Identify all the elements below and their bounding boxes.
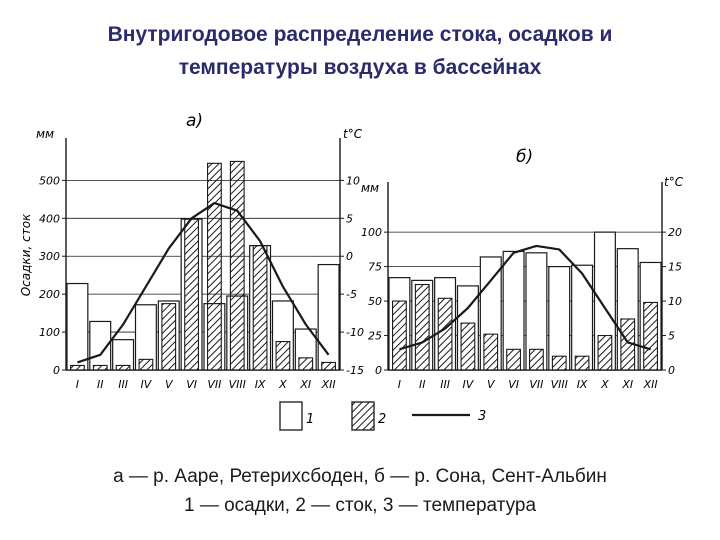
chart-panel-b bbox=[361, 147, 684, 391]
runoff-bar bbox=[322, 362, 336, 370]
right-tick-label: 10 bbox=[346, 174, 360, 188]
x-tick-label: VI bbox=[508, 378, 519, 391]
runoff-bar bbox=[162, 304, 176, 370]
panel-label: а) bbox=[186, 111, 204, 131]
runoff-bar bbox=[299, 358, 313, 370]
left-unit-label: мм bbox=[36, 127, 55, 141]
left-tick-label: 100 bbox=[39, 326, 60, 340]
runoff-bar bbox=[507, 349, 521, 370]
right-tick-label: 5 bbox=[346, 212, 353, 226]
chart-panel-a bbox=[19, 111, 364, 391]
left-tick-label: 200 bbox=[39, 288, 60, 302]
left-tick-label: 400 bbox=[39, 212, 60, 226]
right-tick-label: -15 bbox=[346, 364, 364, 377]
caption-line-2: 1 — осадки, 2 — сток, 3 — температура bbox=[183, 495, 537, 516]
chart-legend bbox=[280, 402, 486, 430]
right-tick-label: -10 bbox=[346, 326, 364, 340]
runoff-bar bbox=[139, 359, 153, 370]
right-tick-label: 20 bbox=[668, 226, 682, 240]
runoff-bar bbox=[230, 161, 244, 370]
left-tick-label: 75 bbox=[368, 260, 382, 274]
right-tick-label: 0 bbox=[668, 364, 675, 377]
slide-title-line-2: температуры воздуха в бассейнах bbox=[178, 56, 542, 79]
left-tick-label: 50 bbox=[368, 295, 382, 309]
precipitation-bar bbox=[572, 265, 593, 370]
x-tick-label: V bbox=[164, 378, 173, 391]
legend-label-temperature: 3 bbox=[478, 409, 487, 424]
left-tick-label: 500 bbox=[39, 174, 60, 188]
runoff-bar bbox=[71, 365, 85, 370]
runoff-bar bbox=[438, 298, 452, 370]
left-tick-label: 0 bbox=[375, 364, 382, 377]
legend-swatch-precipitation bbox=[280, 402, 302, 430]
runoff-bar bbox=[552, 356, 566, 370]
runoff-bar bbox=[208, 163, 222, 370]
x-tick-label: IX bbox=[576, 378, 588, 391]
panel-label: б) bbox=[516, 147, 534, 167]
runoff-bar bbox=[530, 349, 544, 370]
x-tick-label: I bbox=[397, 378, 402, 391]
runoff-bar bbox=[185, 219, 199, 370]
right-unit-label: t°C bbox=[343, 127, 363, 141]
right-tick-label: 10 bbox=[668, 295, 682, 309]
runoff-bar bbox=[276, 342, 290, 370]
caption-line-1: а — р. Ааре, Ретерихсбоден, б — р. Сона, Сент-Альбин bbox=[113, 466, 607, 487]
runoff-bar bbox=[415, 285, 429, 370]
left-tick-label: 100 bbox=[361, 226, 382, 240]
x-tick-label: VIII bbox=[228, 378, 246, 391]
x-tick-label: III bbox=[118, 378, 128, 391]
y-axis-label: Осадки, сток bbox=[19, 213, 33, 297]
x-tick-label: VII bbox=[207, 378, 222, 391]
x-tick-label: II bbox=[419, 378, 426, 391]
runoff-bar bbox=[575, 356, 589, 370]
runoff-bar bbox=[598, 336, 612, 370]
runoff-bar bbox=[461, 323, 475, 370]
x-tick-label: VII bbox=[529, 378, 544, 391]
runoff-bar bbox=[393, 301, 407, 370]
x-tick-label: IV bbox=[140, 378, 152, 391]
x-tick-label: X bbox=[279, 378, 287, 391]
left-tick-label: 300 bbox=[39, 250, 60, 264]
x-tick-label: IV bbox=[462, 378, 474, 391]
runoff-bar bbox=[253, 246, 267, 370]
x-tick-label: I bbox=[75, 378, 80, 391]
x-tick-label: XI bbox=[300, 378, 312, 391]
right-tick-label: 15 bbox=[668, 260, 682, 274]
x-tick-label: XI bbox=[622, 378, 634, 391]
figure-caption bbox=[40, 462, 680, 520]
precipitation-bar bbox=[549, 267, 570, 370]
legend-label-precipitation: 1 bbox=[306, 412, 315, 427]
runoff-bar bbox=[116, 365, 130, 370]
precipitation-bar bbox=[67, 284, 88, 370]
x-tick-label: VI bbox=[186, 378, 197, 391]
right-unit-label: t°C bbox=[664, 175, 684, 189]
runoff-bar bbox=[644, 302, 658, 370]
x-tick-label: III bbox=[440, 378, 450, 391]
x-tick-label: X bbox=[601, 378, 609, 391]
x-tick-label: XII bbox=[643, 378, 658, 391]
legend-swatch-runoff bbox=[352, 402, 374, 430]
right-tick-label: 0 bbox=[346, 250, 353, 264]
slide-title-line-1: Внутригодовое распределение стока, осадков и bbox=[107, 23, 613, 46]
right-tick-label: 5 bbox=[668, 329, 675, 343]
x-tick-label: V bbox=[486, 378, 495, 391]
left-unit-label: мм bbox=[361, 181, 380, 195]
left-tick-label: 25 bbox=[368, 329, 382, 343]
runoff-bar bbox=[93, 365, 107, 370]
right-tick-label: -5 bbox=[346, 288, 357, 302]
x-tick-label: IX bbox=[254, 378, 266, 391]
x-tick-label: XII bbox=[321, 378, 336, 391]
x-tick-label: VIII bbox=[550, 378, 568, 391]
x-tick-label: II bbox=[97, 378, 104, 391]
legend-label-runoff: 2 bbox=[378, 412, 387, 427]
runoff-bar bbox=[484, 334, 498, 370]
left-tick-label: 0 bbox=[53, 364, 60, 377]
